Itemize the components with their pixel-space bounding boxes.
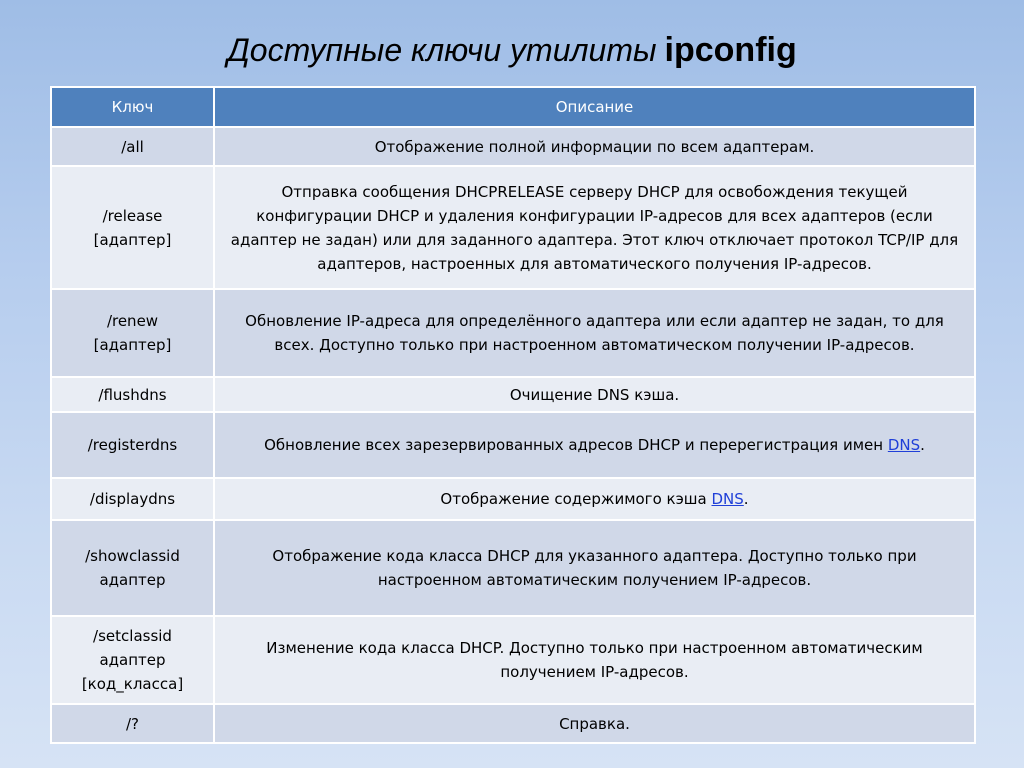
table-header-row xyxy=(51,87,975,127)
row-description-suffix: . xyxy=(920,436,925,454)
dns-link[interactable]: DNS xyxy=(711,490,744,508)
row-description: Отображение полной информации по всем адаптерам. xyxy=(214,127,975,166)
title-text: Доступные ключи утилиты xyxy=(227,32,657,68)
row-description: Очищение DNS кэша. xyxy=(214,377,975,412)
row-description-suffix: . xyxy=(743,490,749,508)
table-row xyxy=(51,127,975,166)
ipconfig-keys-table xyxy=(50,86,974,740)
row-description: Отправка сообщения DHCPRELEASE серверу DHCP для освобождения текущей конфигурации DHCP и удаления конфигурации IP-адресов для всех адаптеров (если адаптер не задан) или для заданного адаптера. Этот ключ отключает протокол TCP/IP для адаптеров, настроенных для автоматического получения IP-адресов. xyxy=(214,166,975,289)
dns-link[interactable]: DNS xyxy=(887,436,921,454)
row-description: Изменение кода класса DHCP. Доступно только при настроенном автоматическим получением IP-адресов. xyxy=(214,616,975,704)
table-row xyxy=(51,377,975,412)
title-command: ipconfig xyxy=(664,31,797,69)
table-row xyxy=(51,704,975,743)
row-description-text: Обновление всех зарезервированных адресов DHCP и перерегистрация имен xyxy=(264,436,888,454)
row-description-text: Отображение содержимого кэша xyxy=(440,490,712,508)
row-description: Отображение кода класса DHCP для указанного адаптера. Доступно только при настроенном автоматическим получением IP-адресов. xyxy=(214,520,975,616)
row-key: /setclassid адаптер [код_класса] xyxy=(51,616,214,704)
row-description: Обновление IP-адреса для определённого адаптера или если адаптер не задан, то для всех. Доступно только при настроенном автоматическом получении IP-адресов. xyxy=(214,289,975,377)
slide-title xyxy=(0,24,1024,76)
row-description: Справка. xyxy=(214,704,975,743)
table-row xyxy=(51,289,975,377)
row-key: /release [адаптер] xyxy=(51,166,214,289)
row-key: /flushdns xyxy=(51,377,214,412)
header-key: Ключ xyxy=(51,87,214,127)
row-key: /? xyxy=(51,704,214,743)
row-key: /registerdns xyxy=(51,412,214,478)
table-row xyxy=(51,520,975,616)
table-row xyxy=(51,412,975,478)
row-key: /all xyxy=(51,127,214,166)
row-key: /displaydns xyxy=(51,478,214,520)
row-key: /showclassid адаптер xyxy=(51,520,214,616)
keys-table xyxy=(50,86,976,744)
row-description xyxy=(214,478,975,520)
table-row xyxy=(51,478,975,520)
row-key: /renew [адаптер] xyxy=(51,289,214,377)
header-description: Описание xyxy=(214,87,975,127)
table-row xyxy=(51,166,975,289)
table-row xyxy=(51,616,975,704)
row-description xyxy=(214,412,975,478)
